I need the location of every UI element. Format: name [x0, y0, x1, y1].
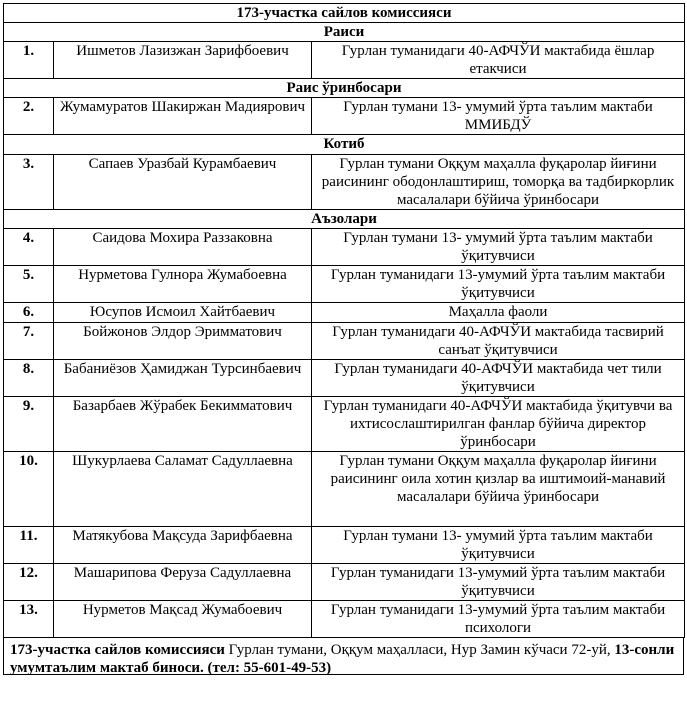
- member-position: Гурлан туманидаги 40-АФЧЎИ мактабида чет тили ўқитувчиси: [312, 360, 685, 397]
- member-number: 11.: [4, 527, 54, 564]
- footer-building: 13-сонли умумтаълим мактаб биноси. (тел: 55-601-49-53): [10, 642, 675, 676]
- section-row: [4, 135, 685, 155]
- title-row: [4, 4, 685, 23]
- member-position: Гурлан тумани 13- умумий ўрта таълим мактаби ўқитувчиси: [312, 229, 685, 266]
- member-position: Гурлан тумани Оққум маҳалла фуқаролар йиғини раисининг оила хотин қизлар ва иштимоий-манавий масалалари бўйича ўринбосари: [312, 452, 685, 527]
- member-name: Шукурлаева Саламат Садуллаевна: [54, 452, 312, 527]
- member-position: Гурлан туманидаги 40-АФЧЎИ мактабида ёшлар етакчиси: [312, 42, 685, 79]
- member-position: Гурлан туманидаги 13-умумий ўрта таълим мактаби ўқитувчиси: [312, 266, 685, 303]
- member-position: Гурлан туманидаги 40-АФЧЎИ мактабида ўқитувчи ва ихтисослаштирилган фанлар бўйича директор ўринбосари: [312, 397, 685, 452]
- member-row: [4, 360, 685, 397]
- member-number: 12.: [4, 564, 54, 601]
- member-position: Гурлан тумани Оққум маҳалла фуқаролар йиғини раисининг ободонлаштириш, томорқа ва тадбиркорлик масалалари бўйича ўринбосари: [312, 155, 685, 210]
- section-heading: Аъзолари: [4, 210, 685, 229]
- member-name: Бойжонов Элдор Эримматович: [54, 323, 312, 360]
- member-number: 9.: [4, 397, 54, 452]
- section-heading: Раиси: [4, 23, 685, 42]
- member-row: [4, 564, 685, 601]
- member-row: [4, 601, 685, 638]
- section-heading: Раис ўринбосари: [4, 79, 685, 98]
- footer-address: Гурлан тумани, Оққум маҳалласи, Нур Замин кўчаси 72-уй,: [224, 642, 615, 658]
- member-position: Маҳалла фаоли: [312, 303, 685, 323]
- member-name: Бабаниёзов Ҳамиджан Турсинбаевич: [54, 360, 312, 397]
- section-row: [4, 23, 685, 42]
- member-number: 8.: [4, 360, 54, 397]
- member-row: [4, 323, 685, 360]
- member-name: Базарбаев Жўрабек Бекимматович: [54, 397, 312, 452]
- commission-address-footer: [3, 638, 684, 675]
- member-position: Гурлан туманидаги 13-умумий ўрта таълим мактаби ўқитувчиси: [312, 564, 685, 601]
- section-heading: Котиб: [4, 135, 685, 155]
- member-position: Гурлан тумани 13- умумий ўрта таълим мактаби ММИБДЎ: [312, 98, 685, 135]
- section-row: [4, 210, 685, 229]
- member-number: 2.: [4, 98, 54, 135]
- member-row: [4, 155, 685, 210]
- member-name: Жумамуратов Шакиржан Мадиярович: [54, 98, 312, 135]
- member-name: Юсупов Исмоил Хайтбаевич: [54, 303, 312, 323]
- member-row: [4, 303, 685, 323]
- commission-table: [3, 3, 685, 638]
- member-row: [4, 98, 685, 135]
- member-name: Ишметов Лазизжан Зарифбоевич: [54, 42, 312, 79]
- member-number: 6.: [4, 303, 54, 323]
- member-row: [4, 229, 685, 266]
- commission-document: [3, 3, 684, 675]
- member-name: Машарипова Феруза Садуллаевна: [54, 564, 312, 601]
- footer-lead: 173-участка сайлов комиссияси: [10, 642, 225, 658]
- member-row: [4, 452, 685, 527]
- member-position: Гурлан тумани 13- умумий ўрта таълим мактаби ўқитувчиси: [312, 527, 685, 564]
- member-number: 1.: [4, 42, 54, 79]
- member-number: 10.: [4, 452, 54, 527]
- commission-title: 173-участка сайлов комиссияси: [4, 4, 685, 23]
- member-name: Саидова Мохира Раззаковна: [54, 229, 312, 266]
- member-name: Нурметов Мақсад Жумабоевич: [54, 601, 312, 638]
- member-row: [4, 266, 685, 303]
- member-number: 4.: [4, 229, 54, 266]
- member-row: [4, 397, 685, 452]
- member-position: Гурлан туманидаги 40-АФЧЎИ мактабида тасвирий санъат ўқитувчиси: [312, 323, 685, 360]
- member-row: [4, 42, 685, 79]
- member-row: [4, 527, 685, 564]
- member-number: 3.: [4, 155, 54, 210]
- member-number: 7.: [4, 323, 54, 360]
- member-number: 13.: [4, 601, 54, 638]
- member-position: Гурлан туманидаги 13-умумий ўрта таълим мактаби психологи: [312, 601, 685, 638]
- section-row: [4, 79, 685, 98]
- member-name: Сапаев Уразбай Курамбаевич: [54, 155, 312, 210]
- member-number: 5.: [4, 266, 54, 303]
- member-name: Нурметова Гулнора Жумабоевна: [54, 266, 312, 303]
- member-name: Матякубова Мақсуда Зарифбаевна: [54, 527, 312, 564]
